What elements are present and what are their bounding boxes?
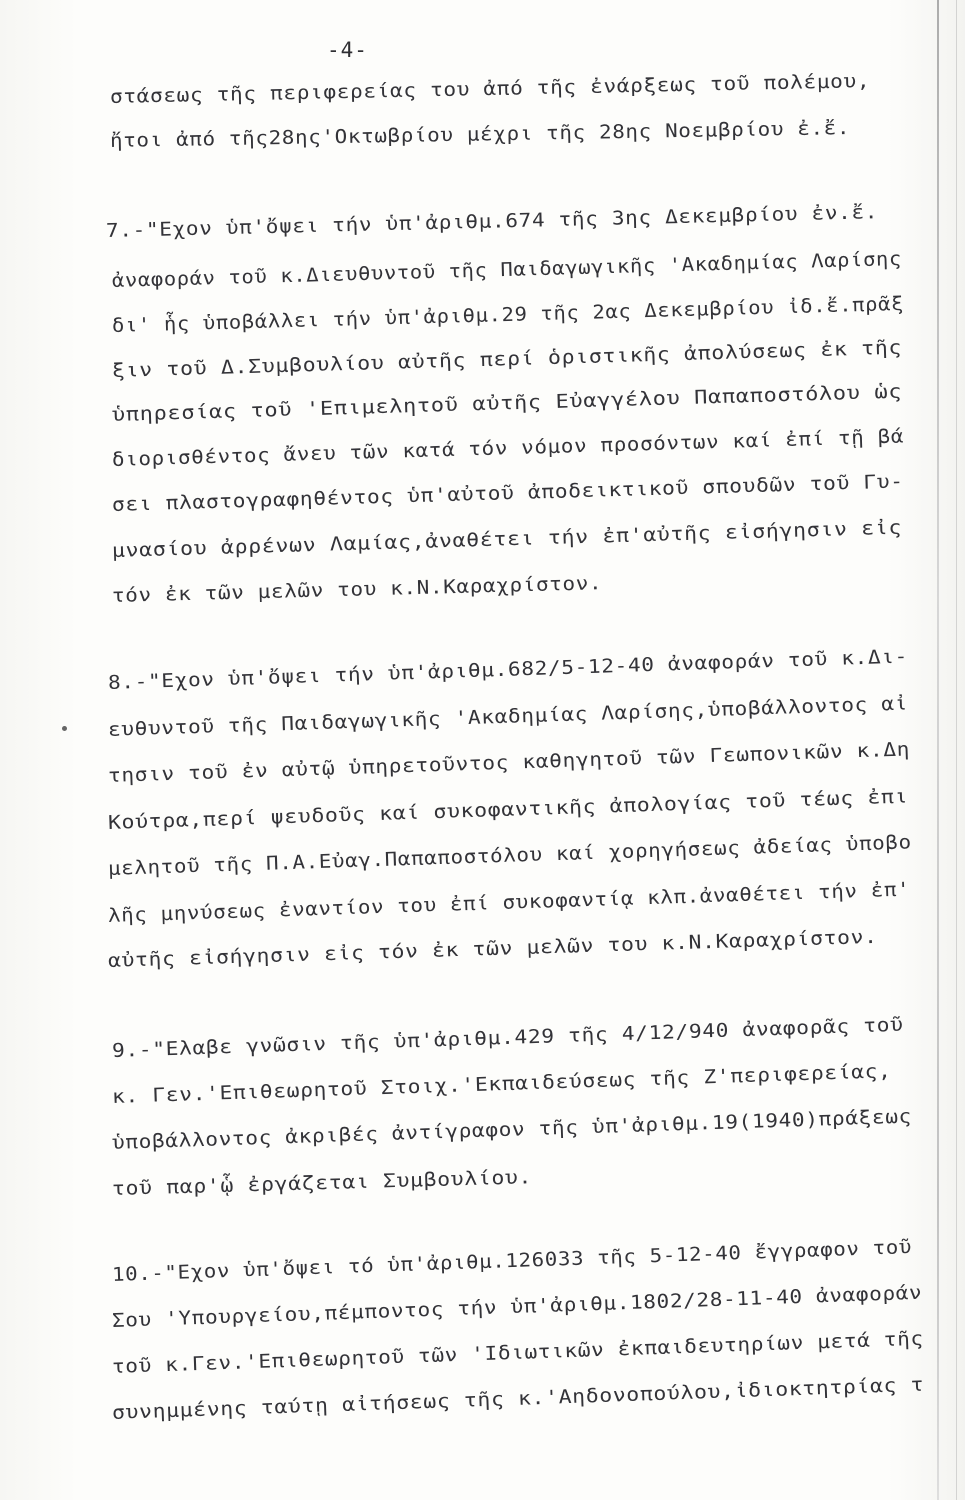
text-line: στάσεως τῆς περιφερείας του ἀπό τῆς ἐνάρξεως τοῦ πολέμου, [109, 70, 871, 108]
text-line: ἀναφοράν τοῦ κ.Διευθυντοῦ τῆς Παιδαγωγικῆς 'Ακαδημίας Λαρίσης [111, 247, 903, 292]
text-line: Κούτρα,περί ψευδοῦς καί συκοφαντικῆς ἀπολογίας τοῦ τέως ἐπι [107, 785, 909, 834]
text-line: τησιν τοῦ ἐν αὐτῷ ὑπηρετοῦντος καθηγητοῦ τῶν Γεωπονικῶν κ.Δη [107, 738, 911, 787]
text-line: ἤτοι ἀπό τῆς28ης'Οκτωβρίου μέχρι τῆς 28ης Νοεμβρίου ἐ.ἔ. [109, 117, 851, 152]
text-line: τόν ἐκ τῶν μελῶν του κ.Ν.Καραχρίστον. [111, 572, 603, 607]
text-line: 10.-"Εχον ὑπ'ὄψει τό ὑπ'ἀριθμ.126033 τῆς 5-12-40 ἔγγραφον τοῦ [111, 1236, 913, 1286]
text-line: αὐτῆς εἰσήγησιν εἰς τόν ἐκ τῶν μελῶν του κ.Ν.Καραχρίστον. [107, 925, 878, 972]
text-line: τοῦ κ.Γεν.'Επιθεωρητοῦ τῶν 'Ιδιωτικῶν ἐκπαιδευτηρίων μετά τῆς [111, 1327, 925, 1378]
text-line: ξιν τοῦ Δ.Συμβουλίου αὐτῆς περί ὁριστικῆς ἀπολύσεως ἐκ τῆς [111, 336, 903, 382]
text-line: μελητοῦ τῆς Π.Α.Εὐαγ.Παπαποστόλου καί χορηγήσεως ἀδείας ὑποβο [107, 831, 913, 880]
text-line: 9.-"Ελαβε γνῶσιν τῆς ὑπ'ἀριθμ.429 τῆς 4/12/940 ἀναφορᾶς τοῦ [111, 1013, 904, 1062]
text-line: σει πλαστογραφηθέντος ὑπ'αὐτοῦ ἀποδεικτικοῦ σπουδῶν τοῦ Γυ- [111, 470, 904, 516]
text-line: 8.-"Εχον ὑπ'ὄψει τήν ὑπ'ἀριθμ.682/5-12-40 ἀναφοράν τοῦ κ.Δι- [107, 645, 909, 694]
page-number: -4- [327, 38, 368, 62]
text-line: διορισθέντος ἄνευ τῶν κατά τόν νόμον προσόντων καί ἐπί τῇ βά [111, 425, 905, 471]
text-line: ὑπηρεσίας τοῦ 'Επιμελητοῦ αὐτῆς Εὐαγγέλου Παπαποστόλου ὡς [111, 380, 903, 426]
text-line: τοῦ παρ'ᾧ ἐργάζεται Συμβουλίου. [111, 1166, 533, 1200]
text-line: ὑποβάλλοντος ἀκριβές ἀντίγραφον τῆς ὑπ'ἀριθμ.19(1940)πράξεως [111, 1105, 913, 1154]
text-line: συνημμένης ταύτῃ αἰτήσεως τῆς κ.'Αηδονοπούλου,ἰδιοκτητρίας τ [111, 1373, 925, 1424]
text-line: λῆς μηνύσεως ἐναντίον του ἐπί συκοφαντίᾳ κλπ.ἀναθέτει τήν ἐπ' [107, 878, 911, 927]
text-line: ευθυντοῦ τῆς Παιδαγωγικῆς 'Ακαδημίας Λαρίσης,ὑποβάλλοντος αἰ [107, 692, 909, 741]
text-line: Σου 'Υπουργείου,πέμποντος τήν ὑπ'ἀριθμ.1802/28-11-40 ἀναφοράν [111, 1281, 923, 1332]
page-edge-line-outer [956, 0, 957, 1500]
margin-mark [62, 726, 67, 731]
page-edge-line [937, 0, 939, 1500]
text-line: 7.-"Εχον ὑπ'ὄψει τήν ὑπ'ἀριθμ.674 τῆς 3ης Δεκεμβρίου ἐν.ἔ. [105, 201, 879, 242]
text-line: μνασίου ἀρρένων Λαμίας,ἀναθέτει τήν ἐπ'αὐτῆς εἰσήγησιν εἰς [111, 516, 903, 562]
text-line: κ. Γεν.'Επιθεωρητοῦ Στοιχ.'Εκπαιδεύσεως τῆς Ζ'περιφερείας, [111, 1060, 892, 1108]
text-line: δι' ἧς ὑποβάλλει τήν ὑπ'ἀριθμ.29 τῆς 2ας Δεκεμβρίου ἰδ.ἔ.πρᾶξ [111, 292, 905, 337]
